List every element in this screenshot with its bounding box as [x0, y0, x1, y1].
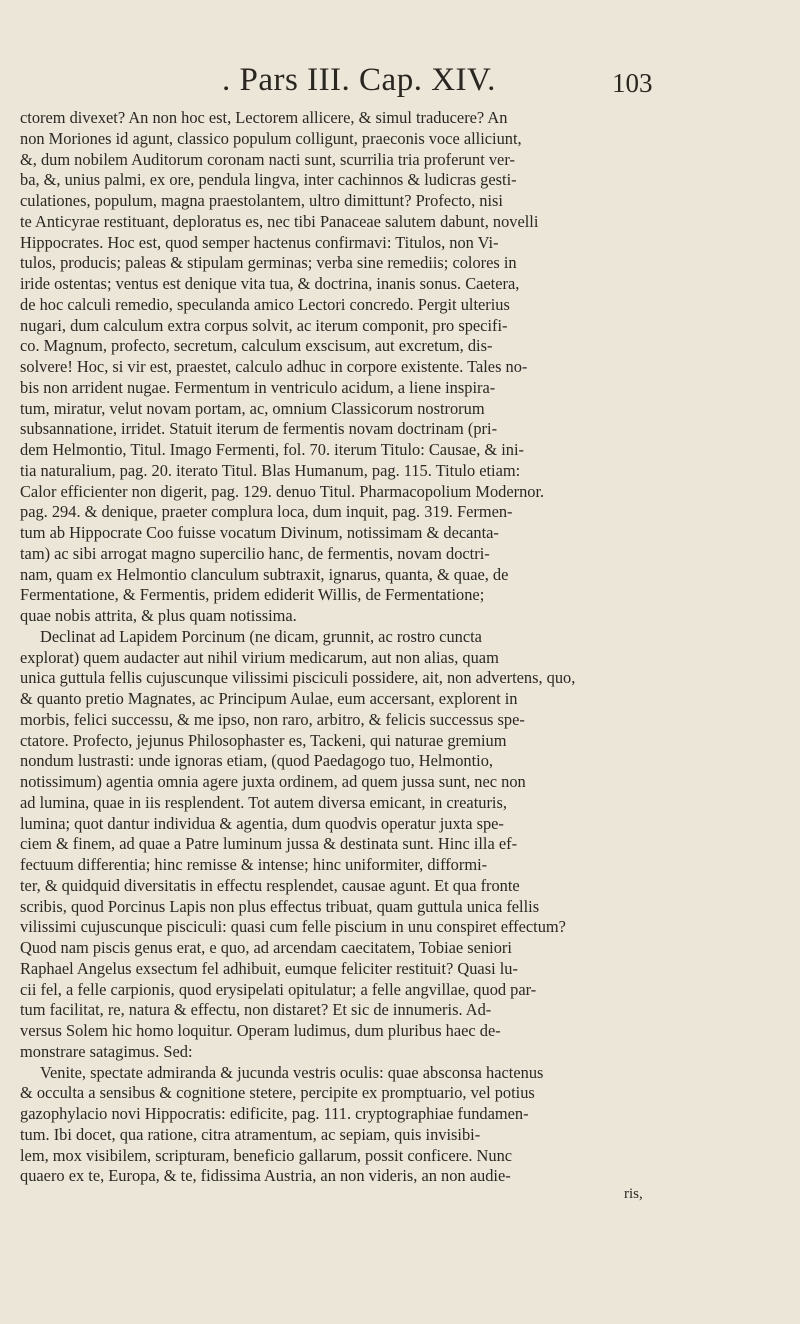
running-head: . Pars III. Cap. XIV. — [222, 62, 496, 98]
text-line: & occulta a sensibus & cognitione stetere, percipite ex promptuario, vel potius — [20, 1083, 535, 1103]
text-line: tum. Ibi docet, qua ratione, citra atramentum, ac sepiam, quis invisibi- — [20, 1124, 481, 1144]
text-line: co. Magnum, profecto, secretum, calculum exscisum, aut excretum, dis- — [20, 336, 493, 356]
text-line: monstrare satagimus. Sed: — [20, 1041, 193, 1061]
text-line: dem Helmontio, Titul. Imago Fermenti, fol. 70. iterum Titulo: Causae, & ini- — [20, 440, 525, 459]
paragraph-start-line: Declinat ad Lapidem Porcinum (ne dicam, grunnit, ac rostro cuncta — [40, 626, 482, 646]
text-line: ctorem divexet? An non hoc est, Lectorem allicere, & simul traducere? An — [20, 108, 508, 127]
text-line: culationes, populum, magna praestolantem, ultro dimittunt? Profecto, nisi — [20, 191, 503, 210]
text-line: Fermentatione, & Fermentis, pridem ediderit Willis, de Fermentatione; — [20, 585, 485, 605]
text-line: tum, miratur, velut novam portam, ac, omnium Classicorum nostrorum — [20, 398, 485, 418]
text-line: Calor efficienter non digerit, pag. 129. denuo Titul. Pharmacopolium Modernor. — [20, 481, 545, 501]
text-line: ctatore. Profecto, jejunus Philosophaster es, Tackeni, qui naturae gremium — [20, 730, 507, 750]
paragraph-start-line: Venite, spectate admiranda & jucunda vestris oculis: quae absconsa hactenus — [40, 1062, 544, 1082]
text-line: de hoc calculi remedio, speculanda amico Lectori concredo. Pergit ulterius — [20, 294, 510, 314]
page-number: 103 — [612, 68, 653, 98]
text-line: ciem & finem, ad quae a Patre luminum jussa & destinata sunt. Hinc illa ef- — [20, 834, 518, 854]
text-line: fectuum differentia; hinc remisse & intense; hinc uniformiter, difformi- — [20, 855, 488, 874]
text-line: Hippocrates. Hoc est, quod semper hactenus confirmavi: Titulos, non Vi- — [20, 232, 499, 252]
text-line: vilissimi cujuscunque pisciculi: quasi cum felle piscium in unu conspiret effectum? — [20, 917, 566, 937]
text-line: quaero ex te, Europa, & te, fidissima Austria, an non videris, an non audie- — [20, 1166, 511, 1186]
text-line: gazophylacio novi Hippocratis: edificite, pag. 111. cryptographiae fundamen- — [20, 1104, 529, 1123]
text-line: tum facilitat, re, natura & effectu, non distaret? Et sic de innumeris. Ad- — [20, 1000, 492, 1020]
text-line: tia naturalium, pag. 20. iterato Titul. Blas Humanum, pag. 115. Titulo etiam: — [20, 460, 521, 480]
text-line: ba, &, unius palmi, ex ore, pendula lingva, inter cachinnos & ludicras gesti- — [20, 170, 517, 190]
text-line: ter, & quidquid diversitatis in effectu resplendet, causae agunt. Et qua fronte — [20, 875, 520, 895]
text-line: morbis, felici successu, & me ipso, non raro, arbitro, & felicis successus spe- — [20, 709, 525, 729]
text-line: unica guttula fellis cujuscunque vilissimi pisciculi possidere, ait, non advertens, quo, — [20, 668, 576, 688]
text-line: tam) ac sibi arrogat magno supercilio hanc, de fermentis, novam doctri- — [20, 543, 490, 563]
text-line: versus Solem hic homo loquitur. Operam ludimus, dum pluribus haec de- — [20, 1021, 501, 1040]
text-line: ad lumina, quae in iis resplendent. Tot autem diversa emicant, in creaturis, — [20, 792, 507, 812]
text-line: quae nobis attrita, & plus quam notissima. — [20, 606, 297, 625]
text-line: solvere! Hoc, si vir est, praestet, calculo adhuc in corpore existente. Tales no- — [20, 357, 528, 376]
text-line: lem, mox visibilem, scripturam, beneficio gallarum, possit conficere. Nunc — [20, 1145, 513, 1165]
text-line: nugari, dum calculum extra corpus solvit, ac iterum componit, pro specifi- — [20, 315, 508, 335]
text-line: notissimum) agentia omnia agere juxta ordinem, ad quem jussa sunt, nec non — [20, 772, 526, 791]
text-line: cii fel, a felle carpionis, quod erysipelati opitulatur; a felle angvillae, quod par- — [20, 979, 537, 999]
text-line: & quanto pretio Magnates, ac Principum Aulae, eum accersant, explorent in — [20, 689, 518, 708]
text-line: nam, quam ex Helmontio clanculum subtraxit, ignarus, quanta, & quae, de — [20, 564, 509, 584]
text-line: &, dum nobilem Auditorum coronam nacti sunt, scurrilia tria proferunt ver- — [20, 149, 515, 169]
text-line: lumina; quot dantur individua & agentia, dum quodvis operatur juxta spe- — [20, 813, 504, 833]
text-line: Quod nam piscis genus erat, e quo, ad arcendam caecitatem, Tobiae seniori — [20, 938, 512, 957]
text-line: bis non arrident nugae. Fermentum in ventriculo acidum, a liene inspira- — [20, 377, 496, 397]
text-line: tulos, producis; paleas & stipulam germinas; verba sine remediis; colores in — [20, 253, 517, 273]
catchword: ris, — [624, 1186, 643, 1202]
text-line: Raphael Angelus exsectum fel adhibuit, eumque feliciter restituit? Quasi lu- — [20, 958, 518, 978]
text-line: iride ostentas; ventus est denique vita tua, & doctrina, inanis sonus. Caetera, — [20, 274, 520, 293]
text-line: te Anticyrae restituant, deploratus es, nec tibi Panaceae salutem dabunt, novelli — [20, 211, 539, 231]
text-line: non Moriones id agunt, classico populum colligunt, praeconis voce alliciunt, — [20, 128, 522, 148]
body-text — [20, 108, 700, 1187]
text-line: scribis, quod Porcinus Lapis non plus effectus tribuat, quam guttula unica fellis — [20, 896, 540, 916]
text-line: explorat) quem audacter aut nihil virium medicarum, aut non alias, quam — [20, 647, 499, 667]
text-line: pag. 294. & denique, praeter complura loca, dum inquit, pag. 319. Fermen- — [20, 502, 513, 522]
page-header — [0, 62, 800, 102]
text-line: nondum lustrasti: unde ignoras etiam, (quod Paedagogo tuo, Helmontio, — [20, 751, 493, 771]
text-line: subsannatione, irridet. Statuit iterum de fermentis novam doctrinam (pri- — [20, 419, 498, 439]
text-line: tum ab Hippocrate Coo fuisse vocatum Divinum, notissimam & decanta- — [20, 523, 499, 542]
